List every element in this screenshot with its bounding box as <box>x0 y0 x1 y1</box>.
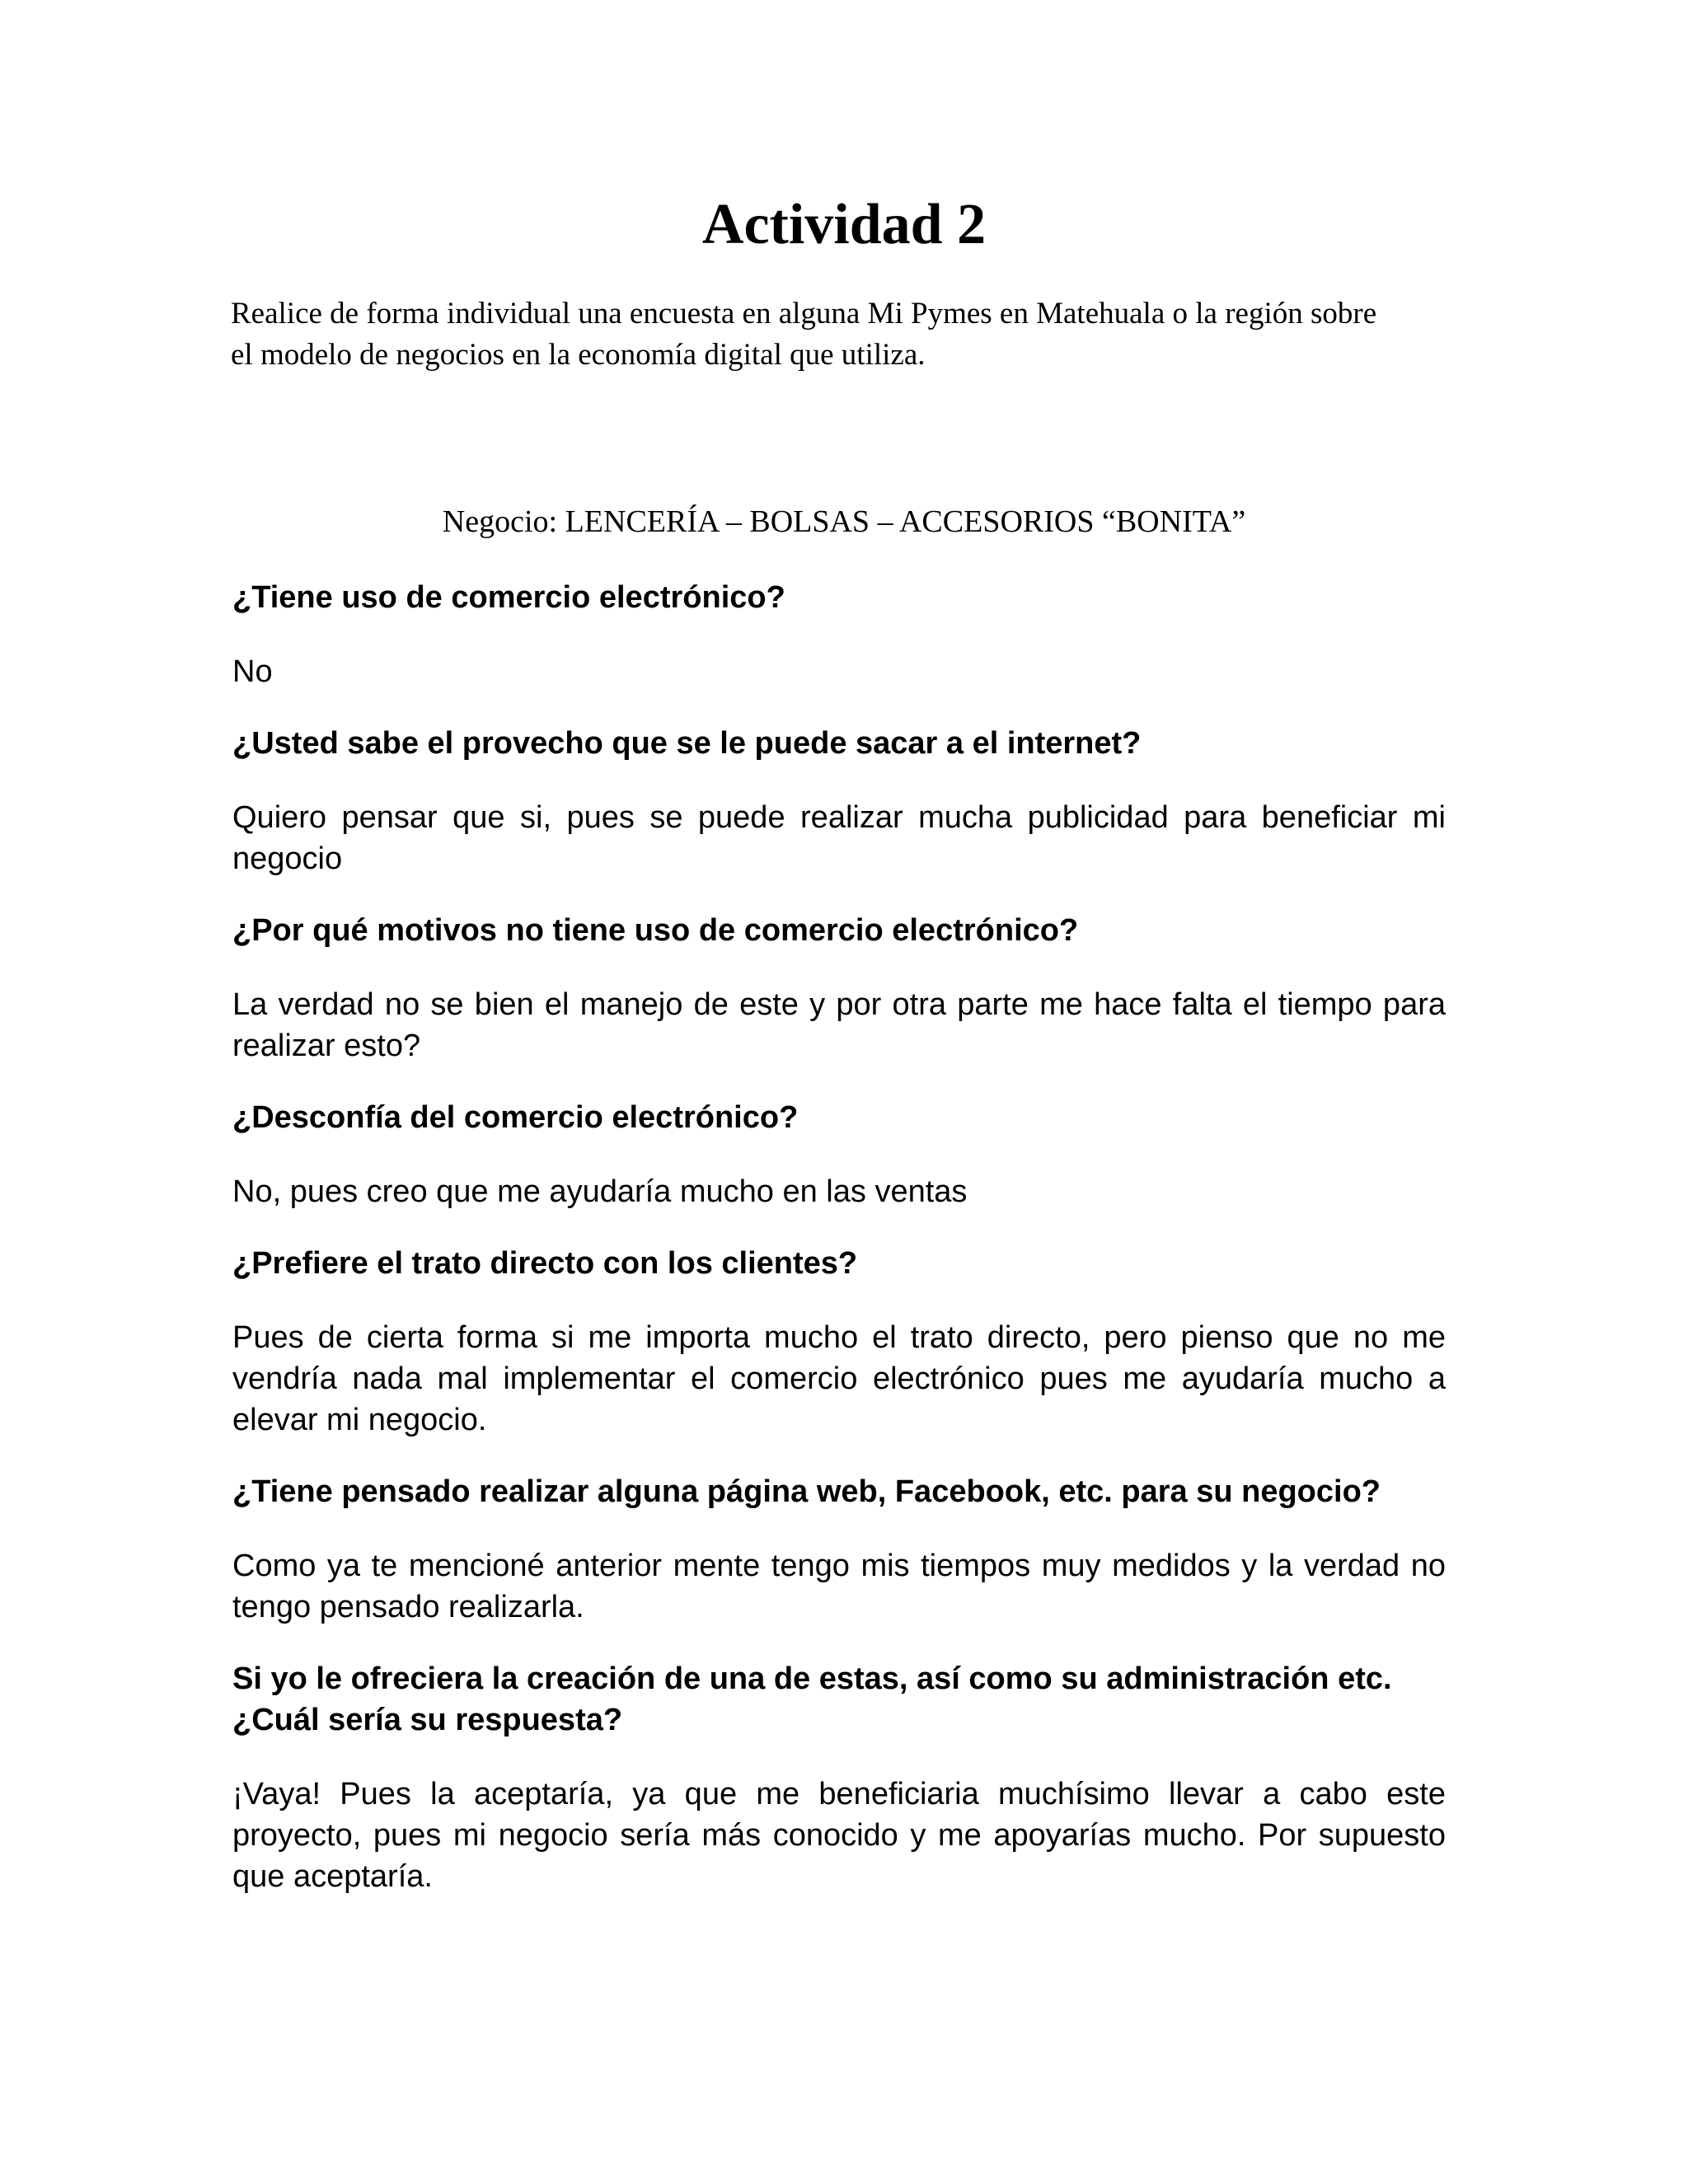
question-text: ¿Usted sabe el provecho que se le puede sacar a el internet? <box>232 726 1142 761</box>
answer-text: No <box>232 654 273 689</box>
answer-text: La verdad no se bien el manejo de este y por otra parte me hace falta el tiempo para realizar esto? <box>232 987 1446 1063</box>
question-text: ¿Tiene pensado realizar alguna página web, Facebook, etc. para su negocio? <box>232 1474 1381 1509</box>
qa-item <box>232 1097 1446 1212</box>
answer-text: Pues de cierta forma si me importa mucho el trato directo, pero pienso que no me vendría nada mal implementar el comercio electrónico pues me ayudaría mucho a elevar mi negocio. <box>232 1320 1446 1437</box>
qa-item <box>232 1658 1446 1897</box>
document-title: Actividad 2 <box>701 193 987 256</box>
survey-qa-list <box>232 577 1446 1928</box>
qa-item <box>232 1243 1446 1441</box>
answer-text: No, pues creo que me ayudaría mucho en las ventas <box>232 1174 968 1209</box>
question-text: ¿Por qué motivos no tiene uso de comercio electrónico? <box>232 913 1079 948</box>
qa-item <box>232 577 1446 692</box>
answer-text: Como ya te mencioné anterior mente tengo mis tiempos muy medidos y la verdad no tengo pensado realizarla. <box>232 1549 1446 1624</box>
qa-item <box>232 910 1446 1066</box>
intro-paragraph: Realice de forma individual una encuesta en alguna Mi Pymes en Matehuala o la región sobre el modelo de negocios en la economía digital que utiliza. <box>231 297 1377 372</box>
answer-text: ¡Vaya! Pues la aceptaría, ya que me beneficiaria muchísimo llevar a cabo este proyecto, pues mi negocio sería más conocido y me apoyarías mucho. Por supuesto que aceptaría. <box>232 1777 1446 1894</box>
question-text: ¿Tiene uso de comercio electrónico? <box>232 580 785 615</box>
business-name: Negocio: LENCERÍA – BOLSAS – ACCESORIOS “BONITA” <box>442 504 1246 539</box>
qa-item <box>232 1471 1446 1628</box>
qa-item <box>232 723 1446 879</box>
question-text: ¿Prefiere el trato directo con los clientes? <box>232 1246 858 1281</box>
question-text: ¿Desconfía del comercio electrónico? <box>232 1100 799 1135</box>
answer-text: Quiero pensar que si, pues se puede realizar mucha publicidad para beneficiar mi negocio <box>232 800 1446 876</box>
question-text: Si yo le ofreciera la creación de una de estas, así como su administración etc. ¿Cuál sería su respuesta? <box>232 1661 1392 1737</box>
